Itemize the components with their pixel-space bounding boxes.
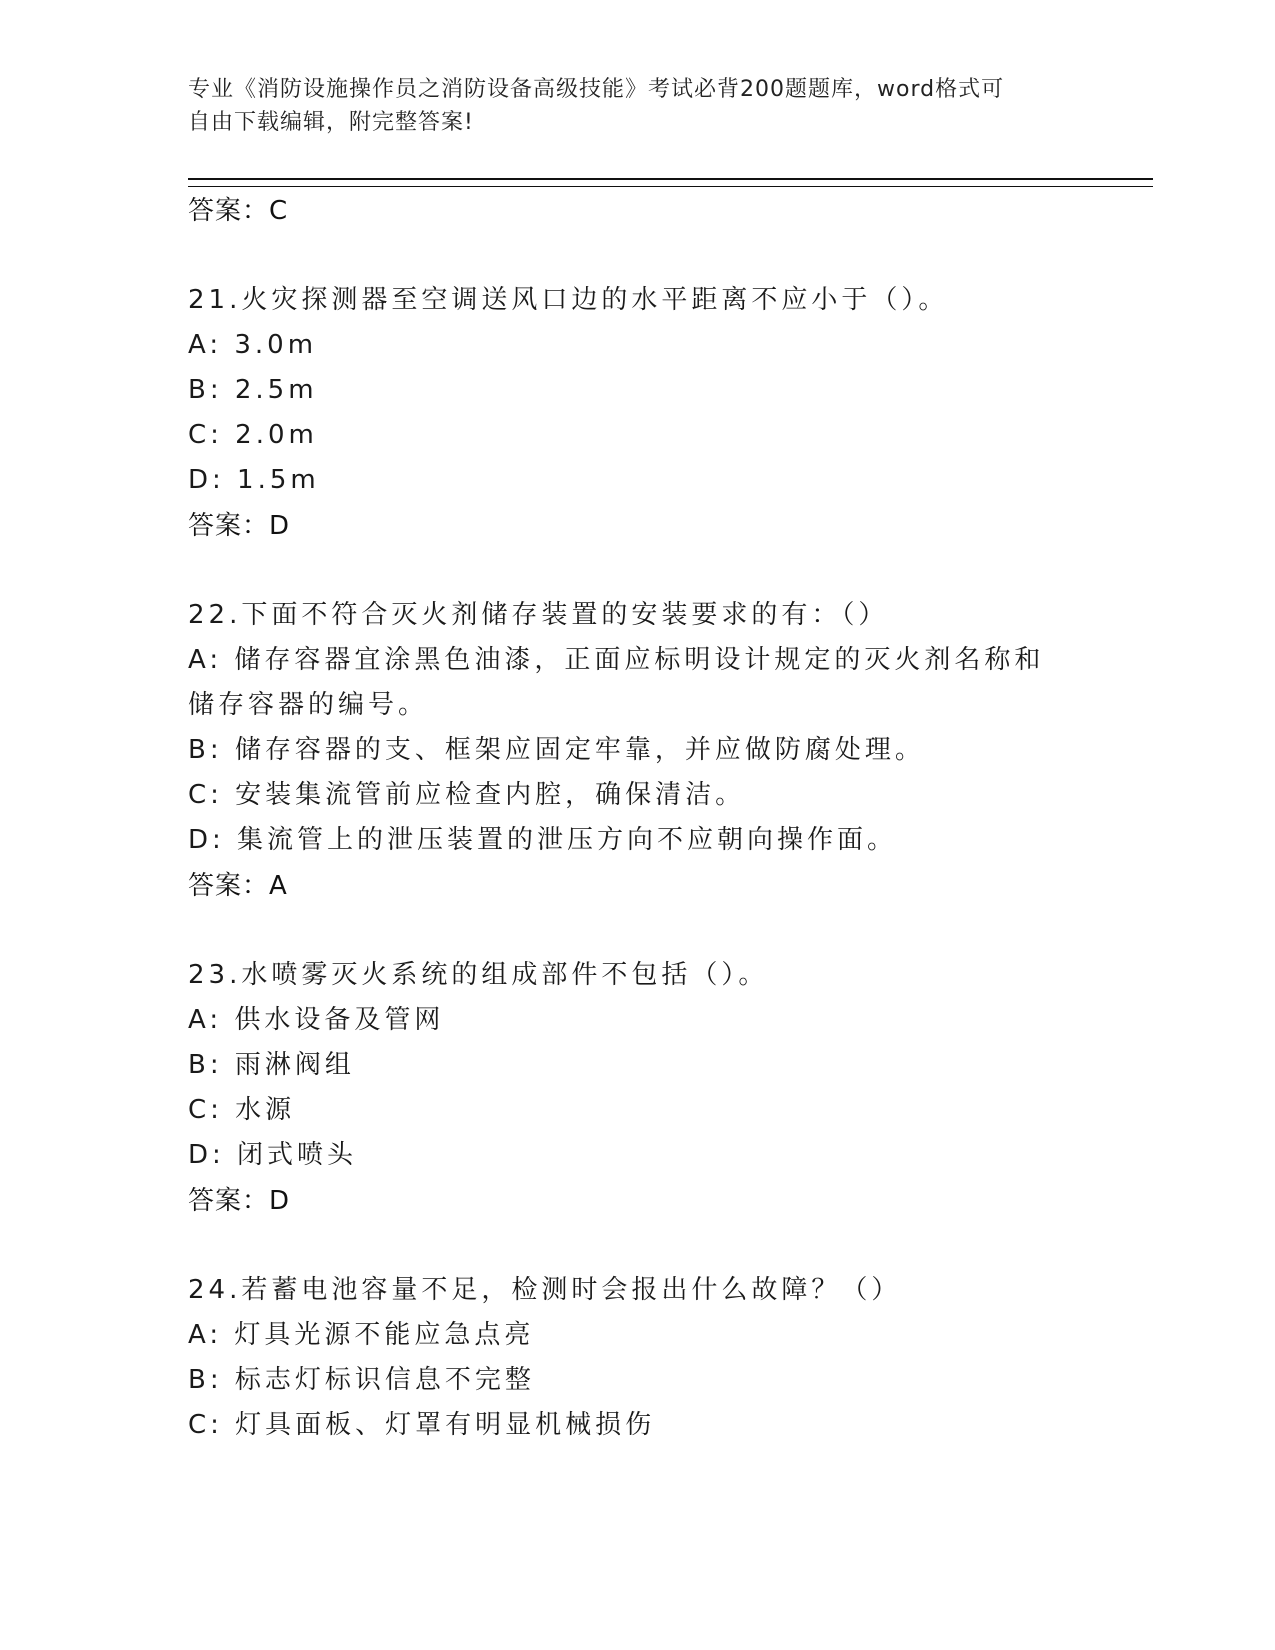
header-line-1: 专业《消防设施操作员之消防设备高级技能》考试必背200题题库，word格式可 <box>188 77 1005 102</box>
question-list <box>188 188 1068 1448</box>
option-a: A: 供水设备及管网 <box>188 1005 445 1035</box>
option-b: B: 储存容器的支、框架应固定牢靠，并应做防腐处理。 <box>188 735 925 765</box>
option-a: A: 3.0m <box>188 330 318 360</box>
header-line-2: 自由下载编辑，附完整答案! <box>188 110 474 135</box>
document-header <box>188 73 1088 139</box>
answer-line: 答案：A <box>188 871 288 901</box>
answer-line: 答案：D <box>188 511 291 541</box>
header-divider <box>188 178 1153 187</box>
question-22 <box>188 593 1068 909</box>
option-c: C: 2.0m <box>188 420 318 450</box>
answer-line: 答案：C <box>188 196 289 226</box>
question-23 <box>188 953 1068 1224</box>
question-21 <box>188 278 1068 549</box>
option-d: D: 集流管上的泄压装置的泄压方向不应朝向操作面。 <box>188 825 898 855</box>
option-d: D: 1.5m <box>188 465 320 495</box>
answer-line: 答案：D <box>188 1186 291 1216</box>
option-b: B: 标志灯标识信息不完整 <box>188 1365 535 1395</box>
question-stem: 23.水喷雾灭火系统的组成部件不包括（）。 <box>188 960 769 990</box>
option-a: A: 储存容器宜涂黑色油漆，正面应标明设计规定的灭火剂名称和储存容器的编号。 <box>188 645 1045 720</box>
question-24 <box>188 1268 1068 1448</box>
option-c: C: 安装集流管前应检查内腔，确保清洁。 <box>188 780 746 810</box>
option-d: D: 闭式喷头 <box>188 1140 358 1170</box>
option-c: C: 灯具面板、灯罩有明显机械损伤 <box>188 1410 656 1440</box>
option-b: B: 雨淋阀组 <box>188 1050 355 1080</box>
question-stem: 22.下面不符合灭火剂储存装置的安装要求的有：（） <box>188 600 889 630</box>
option-a: A: 灯具光源不能应急点亮 <box>188 1320 535 1350</box>
option-b: B: 2.5m <box>188 375 318 405</box>
option-c: C: 水源 <box>188 1095 296 1125</box>
question-stem: 24.若蓄电池容量不足，检测时会报出什么故障？（） <box>188 1275 902 1305</box>
question-stem: 21.火灾探测器至空调送风口边的水平距离不应小于（）。 <box>188 285 949 315</box>
